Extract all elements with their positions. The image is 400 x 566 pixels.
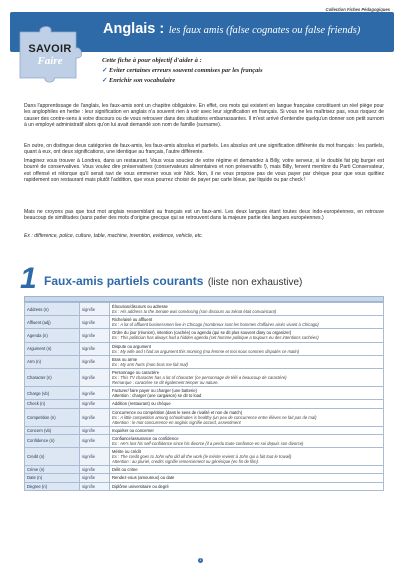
check-icon: ✓	[102, 67, 108, 74]
objective-text: Eviter certaines erreurs souvent commises par les français	[109, 66, 263, 74]
translation-text: Ordre du jour (réunion), intention (cachée) ou agenda (qui se dit plus souvent diary ou organizer)	[112, 330, 292, 336]
false-friend-word: Character (n)	[25, 368, 80, 386]
translation-cell	[110, 482, 384, 490]
translation-cell	[110, 387, 384, 400]
translation-text: Personnage ou caractère	[112, 369, 160, 375]
title-main: Anglais :	[103, 21, 165, 37]
signifie-label: signifie	[80, 434, 110, 447]
translation-text: Dispute ou argument	[112, 343, 151, 349]
table-row	[25, 474, 384, 482]
translation-cell	[110, 466, 384, 474]
signifie-label: signifie	[80, 474, 110, 482]
objective-item	[102, 76, 392, 84]
objective-text: Enrichir son vocabulaire	[109, 76, 176, 84]
table-body	[25, 303, 384, 491]
page-number: 1	[199, 558, 202, 562]
intro-paragraph: Dans l'apprentissage de l'anglais, les faux-amis sont un chapitre obligatoire. En effet, ces mots qui existent en langue française constituent un réel piège pour les anglophiles en herbe : leur signification en anglais n'a souvent rien à voir avec leur signification en français. Si vous ne les maîtrisez pas, vous risquez de causer des contre-sens à votre discours ou de vous retrouver dans des situations embarrassantes. Il m'est arrivé d'entendre quelqu'un donner son petit surnom à un employé administratif alors qu'on lui avait demandé son nom de famille (surname).	[24, 103, 384, 128]
example-text: Remarque : caractère se dit également temper ou nature.	[112, 380, 219, 386]
table-row	[25, 482, 384, 490]
translation-text: Facturer/ faire payer ou charger (une batterie)	[112, 388, 197, 394]
example-text: Ex : A lot of affluent businessmen live in Chicago (nombreux sont les hommes d'affaires aisés vivant à Chicago)	[112, 322, 319, 328]
table-row	[25, 466, 384, 474]
translation-cell	[110, 408, 384, 426]
table-row	[25, 408, 384, 426]
objectives	[102, 57, 392, 84]
translation-cell	[110, 355, 384, 368]
translation-text: Mérite ou crédit	[112, 449, 141, 455]
table-row	[25, 426, 384, 434]
example-text: Attention : au pluriel, credits signifie remerciement ou générique (en fin de film).	[112, 459, 260, 465]
translation-text: Concurrence ou compétition (dans le sens de rivalité et non de match)	[112, 409, 243, 415]
false-friend-word: Argument (n)	[25, 342, 80, 355]
signifie-label: signifie	[80, 316, 110, 329]
table-row	[25, 448, 384, 466]
page-title	[103, 20, 360, 38]
intro-examples: Ex : difference, police, culture, table, machine, invention, evidence, vehicle, etc.	[24, 233, 203, 239]
signifie-label: signifie	[80, 355, 110, 368]
false-friend-word: Concern (vb)	[25, 426, 80, 434]
false-friend-word: Charge (vb)	[25, 387, 80, 400]
table-row	[25, 387, 384, 400]
logo-faire: Faire	[37, 55, 63, 67]
translation-cell	[110, 329, 384, 342]
false-friend-word: Check (n)	[25, 400, 80, 408]
section-title-note: (liste non exhaustive)	[207, 277, 303, 288]
collection-label: Collection Fiches Pédagogiques	[325, 7, 390, 12]
example-text: Ex : His address to the Senate was convincing (son discours au Sénat était convaincant)	[112, 309, 277, 315]
translation-cell	[110, 474, 384, 482]
translation-text: Élocution/discours ou adresse	[112, 304, 168, 309]
false-friend-word: Date (n)	[25, 474, 80, 482]
false-friends-table	[24, 296, 384, 491]
translation-cell	[110, 368, 384, 386]
translation-cell	[110, 448, 384, 466]
table-row	[25, 303, 384, 316]
objectives-intro: Cette fiche à pour objectif d'aider à :	[102, 57, 202, 64]
example-text: Ex : This politician has always had a hidden agenda (cet homme politique a toujours eu des intentions cachées)	[112, 335, 319, 341]
translation-text: Confiance/assurance ou confidence	[112, 435, 179, 441]
logo-savoir: SAVOIR	[28, 43, 72, 55]
signifie-label: signifie	[80, 342, 110, 355]
table-row	[25, 400, 384, 408]
table-row	[25, 355, 384, 368]
translation-cell	[110, 342, 384, 355]
example-text: Ex : A little competition among schoolmates is healthy (un peu de concurrence entre élèves ne fait pas de mal)	[112, 414, 317, 420]
signifie-label: signifie	[80, 448, 110, 466]
table-row	[25, 368, 384, 386]
intro-paragraph: Mais ne croyons pas que tout mot anglais ressemblant au français est un faux-ami. Les deux langues étant toutes deux indo-européennes, en retrouve beaucoup de similitudes (sans parler des mots d'origine grecque qui se retrouvent dans la majeure partie des langues européennes.)	[24, 209, 384, 222]
signifie-label: signifie	[80, 303, 110, 316]
false-friend-word: Confidence (n)	[25, 434, 80, 447]
section-number: 1	[20, 262, 37, 295]
signifie-label: signifie	[80, 368, 110, 386]
signifie-label: signifie	[80, 426, 110, 434]
title-sub: les faux amis (false cognates ou false friends)	[168, 25, 361, 36]
example-text: Ex : My wife and I had an argument this morning (ma femme et moi nous sommes disputés ce matin)	[112, 348, 300, 354]
translation-text: Délit ou crime	[112, 467, 138, 473]
translation-text: Attention : charger (une cargaison) se dit to load	[112, 393, 202, 399]
signifie-label: signifie	[80, 329, 110, 342]
signifie-label: signifie	[80, 482, 110, 490]
false-friend-word: Affluent (adj)	[25, 316, 80, 329]
intro-paragraph: En outre, on distingue deux catégories de faux-amis, les faux-amis absolus et partiels. Les absolus ont une signification différente du mot français : les partiels, quant à eux, ont deux significations, une identique au français, l'autre différente.	[24, 143, 384, 156]
translation-cell	[110, 434, 384, 447]
translation-text: Bras ou arme	[112, 356, 138, 362]
check-icon: ✓	[102, 77, 108, 84]
translation-cell	[110, 400, 384, 408]
false-friend-word: Arm (n)	[25, 355, 80, 368]
false-friend-word: Address (n)	[25, 303, 80, 316]
translation-text: Diplôme universitaire ou degré	[112, 483, 169, 489]
example-text: Ex : He's lost his self-confidence since his divorce (il a perdu toute confiance en soi depuis son divorce)	[112, 440, 304, 446]
section-title	[44, 272, 302, 290]
false-friend-word: Competition (n)	[25, 408, 80, 426]
translation-text: Rendez-vous (amoureux) ou date	[112, 475, 175, 481]
example-text: Ex : My arm hurts (mon bras me fait mal)	[112, 361, 188, 367]
translation-text: Inquiéter ou concerner	[112, 427, 154, 433]
translation-cell	[110, 316, 384, 329]
example-text: Ex : This TV character has a lot of character (ce personnage de télé a beaucoup de caractère)	[112, 375, 287, 381]
example-text: Attention : le mot concurrence en anglais signifie accord, assentiment	[112, 419, 241, 425]
section-title-text: Faux-amis partiels courants	[44, 274, 204, 288]
false-friend-word: Crime (n)	[25, 466, 80, 474]
signifie-label: signifie	[80, 387, 110, 400]
translation-text: Riche/aisé ou affluent	[112, 317, 153, 323]
table-row	[25, 329, 384, 342]
translation-cell	[110, 303, 384, 316]
signifie-label: signifie	[80, 408, 110, 426]
table-row	[25, 316, 384, 329]
translation-text: Addition (restaurant) ou chèque	[112, 401, 171, 407]
table-row	[25, 342, 384, 355]
false-friend-word: Credit (n)	[25, 448, 80, 466]
table-row	[25, 434, 384, 447]
signifie-label: signifie	[80, 466, 110, 474]
false-friend-word: Agenda (n)	[25, 329, 80, 342]
example-text: Ex : The credit goes to John who did all the work (le mérite revient à John qui a fait tout le travail)	[112, 454, 292, 460]
savoir-faire-logo	[14, 22, 86, 84]
intro-paragraph: Imaginez vous trouver à Londres, dans un restaurant. Vous vous souciez de votre régime et demandez à Billy, votre serveur, si le double fat pig burger est bourré de conservatives. Vous voulez dire préservatives (conservateurs alimentaires et non préservatifs !), mais Billy, fervent membre du Parti Conservateur, est offensé et rétorque qu'il serait ravi de vous emmener vous voir Nick. Non, il ne vous propose pas de vous payer par chèque pour que vous quittiez rapidement son restaurant mais plutôt l'addition, que vous pourrez choisir de payer par carte bleue, par liquide ou par check !	[24, 158, 384, 183]
objective-item	[102, 66, 392, 74]
false-friend-word: Degree (n)	[25, 482, 80, 490]
translation-cell	[110, 426, 384, 434]
signifie-label: signifie	[80, 400, 110, 408]
